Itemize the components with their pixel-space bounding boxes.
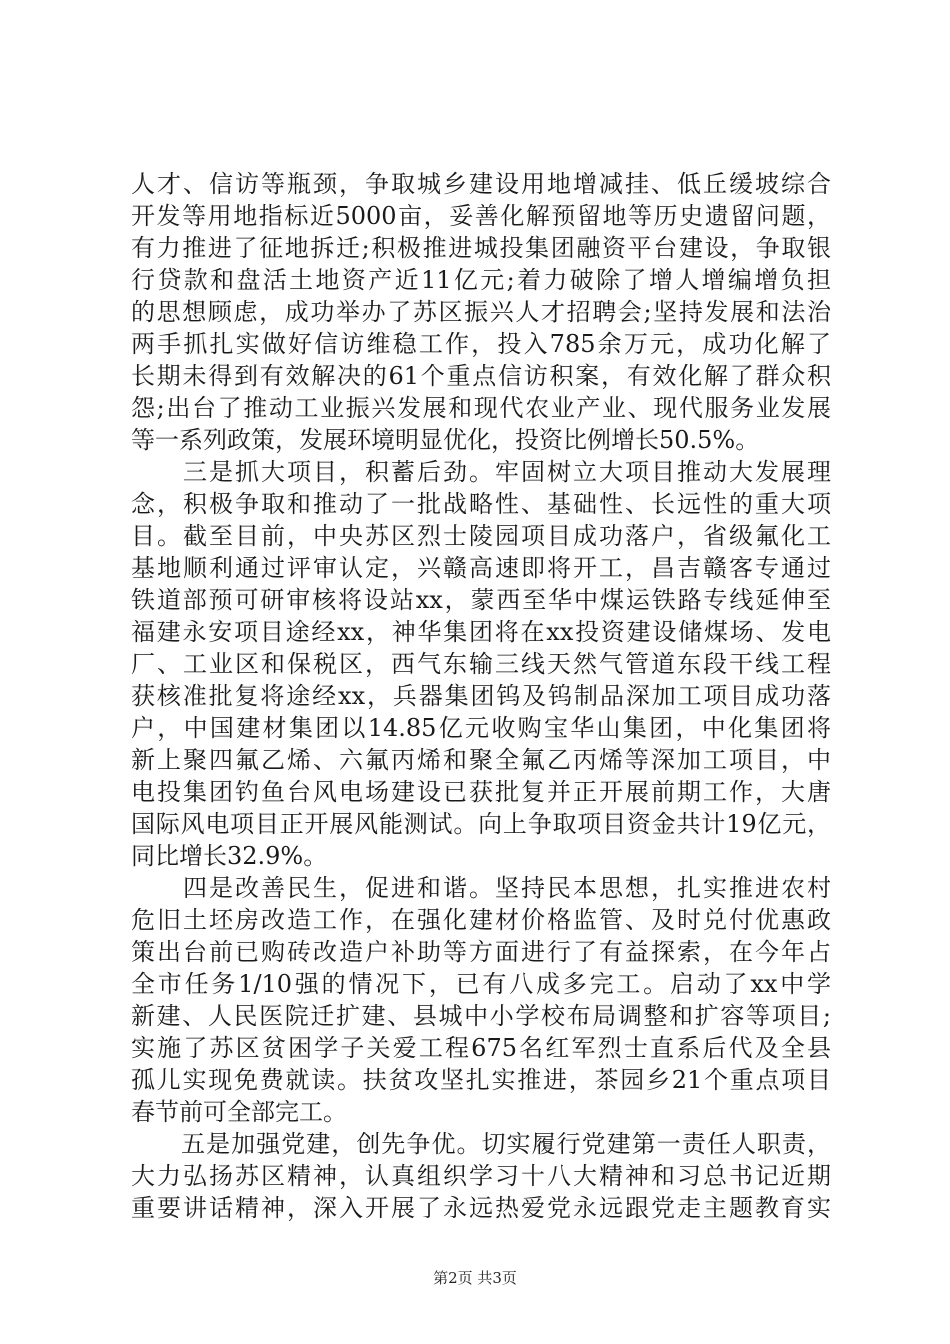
text-line: 电投集团钓鱼台风电场建设已获批复并正开展前期工作，大唐 [131, 778, 831, 806]
text-line: 三是抓大项目，积蓄后劲。牢固树立大项目推动大发展理 [131, 458, 831, 486]
paragraph-4 [131, 1128, 831, 1224]
text-line: 户，中国建材集团以14.85亿元收购宝华山集团，中化集团将 [131, 714, 831, 742]
text-line: 危旧土坯房改造工作，在强化建材价格监管、及时兑付优惠政 [131, 906, 831, 934]
text-line: 策出台前已购砖改造户补助等方面进行了有益探索，在今年占 [131, 938, 831, 966]
text-line: 同比增长32.9%。 [131, 842, 328, 870]
text-line: 有力推进了征地拆迁;积极推进城投集团融资平台建设，争取银 [131, 234, 831, 262]
text-line: 人才、信访等瓶颈，争取城乡建设用地增减挂、低丘缓坡综合 [131, 170, 831, 198]
paragraph-2 [131, 456, 831, 872]
text-line: 春节前可全部完工。 [131, 1098, 347, 1126]
text-line: 铁道部预可研审核将设站xx，蒙西至华中煤运铁路专线延伸至 [131, 586, 831, 614]
text-line: 实施了苏区贫困学子关爱工程675名红军烈士直系后代及全县 [131, 1034, 831, 1062]
text-line: 新上聚四氟乙烯、六氟丙烯和聚全氟乙丙烯等深加工项目，中 [131, 746, 831, 774]
text-line: 的思想顾虑，成功举办了苏区振兴人才招聘会;坚持发展和法治 [131, 298, 831, 326]
text-line: 五是加强党建，创先争优。切实履行党建第一责任人职责， [131, 1130, 831, 1158]
text-line: 福建永安项目途经xx，神华集团将在xx投资建设储煤场、发电 [131, 618, 831, 646]
text-line: 两手抓扎实做好信访维稳工作，投入785余万元，成功化解了 [131, 330, 831, 358]
text-line: 四是改善民生，促进和谐。坚持民本思想，扎实推进农村 [131, 874, 831, 902]
text-line: 重要讲话精神，深入开展了永远热爱党永远跟党走主题教育实 [131, 1194, 831, 1222]
page-number-footer: 第2页 共3页 [433, 1269, 517, 1287]
text-line: 获核准批复将途经xx，兵器集团钨及钨制品深加工项目成功落 [131, 682, 831, 710]
text-line: 行贷款和盘活土地资产近11亿元;着力破除了增人增编增负担 [131, 266, 831, 294]
document-body [131, 168, 831, 1224]
text-line: 全市任务1/10强的情况下，已有八成多完工。启动了xx中学 [131, 970, 831, 998]
paragraph-1 [131, 168, 831, 456]
paragraph-3 [131, 872, 831, 1128]
text-line: 开发等用地指标近5000亩，妥善化解预留地等历史遗留问题， [131, 202, 831, 230]
text-line: 厂、工业区和保税区，西气东输三线天然气管道东段干线工程 [131, 650, 831, 678]
text-line: 等一系列政策，发展环境明显优化，投资比例增长50.5%。 [131, 426, 760, 454]
text-line: 孤儿实现免费就读。扶贫攻坚扎实推进，茶园乡21个重点项目 [131, 1066, 831, 1094]
text-line: 怨;出台了推动工业振兴发展和现代农业产业、现代服务业发展 [131, 394, 831, 422]
text-line: 长期未得到有效解决的61个重点信访积案，有效化解了群众积 [131, 362, 831, 390]
text-line: 新建、人民医院迁扩建、县城中小学校布局调整和扩容等项目; [131, 1002, 831, 1030]
text-line: 基地顺利通过评审认定，兴赣高速即将开工，昌吉赣客专通过 [131, 554, 831, 582]
text-line: 目。截至目前，中央苏区烈士陵园项目成功落户，省级氟化工 [131, 522, 831, 550]
text-line: 大力弘扬苏区精神，认真组织学习十八大精神和习总书记近期 [131, 1162, 831, 1190]
text-line: 念，积极争取和推动了一批战略性、基础性、长远性的重大项 [131, 490, 831, 518]
text-line: 国际风电项目正开展风能测试。向上争取项目资金共计19亿元， [131, 810, 831, 838]
